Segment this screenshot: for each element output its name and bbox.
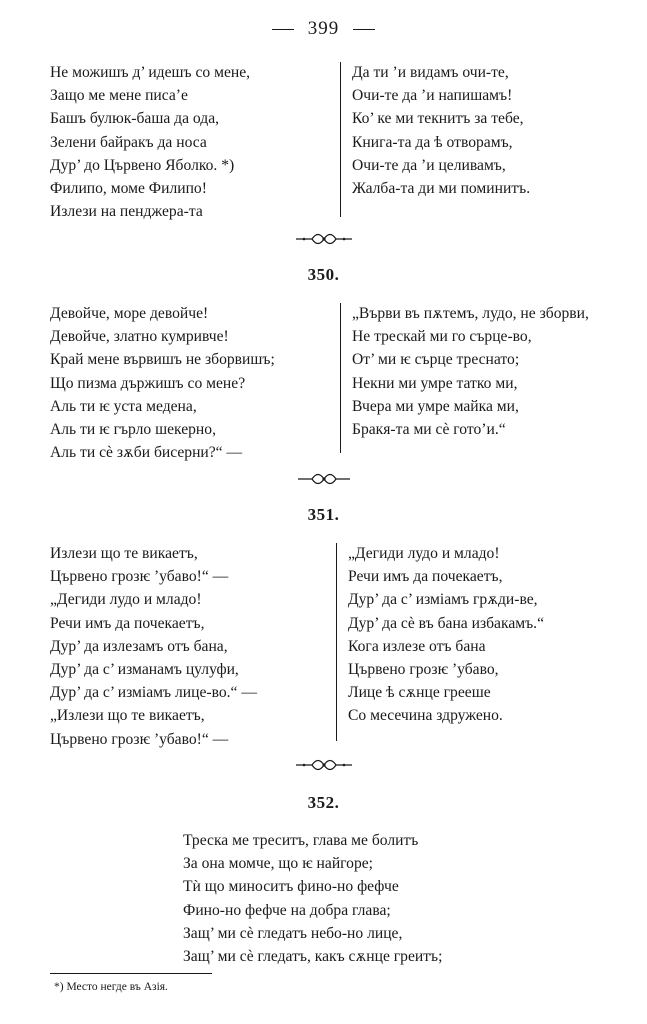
verse-line: Да ти ’и видамъ очи-те, [352, 64, 509, 81]
verse-line: Со месечина здружено. [348, 707, 503, 725]
footnote-rule [50, 973, 212, 974]
verse-line: Аль ти ѥ гърло шекерно, [50, 421, 216, 439]
verse-line: Не можишъ д’ идешъ со мене, [50, 64, 251, 81]
verse-line: Цървено грозѥ ’убаво!“ — [50, 568, 229, 586]
poem-350-left-column [50, 302, 275, 464]
ornament-divider-icon [296, 472, 352, 486]
verse-line: Очи-те да ’и напишамъ! [352, 87, 513, 105]
verse-line: „Излези що те викаетъ, [50, 707, 205, 725]
verse-line: Фино-но фефче на добра глава; [183, 901, 391, 919]
verse-line: Бракя-та ми сѐ гото’и.“ [352, 421, 506, 439]
verse-line: Дур’ да с’ измiамъ лице-во.“ — [50, 684, 257, 702]
ornament-divider-icon [294, 758, 354, 772]
poem-350-right-column [352, 302, 589, 441]
verse-line: Дур’ да с’ измiамъ грѫди-ве, [348, 591, 538, 609]
verse-line: Жалба-та ди ми поминитъ. [352, 180, 531, 198]
header-dash-right [353, 29, 375, 30]
verse-line: Защо ме мене писа’е [50, 87, 188, 105]
verse-line: Очи-те да ’и целивамъ, [352, 156, 506, 174]
poem-continued-right-column [352, 61, 530, 200]
verse-line: Треска ме треситъ, глава ме болитъ [183, 832, 419, 849]
verse-line: Дур’ да излезамъ отъ бана, [50, 637, 228, 655]
verse-line: Девойче, море девойче! [50, 305, 209, 322]
verse-line: „Дегиди лудо и младо! [348, 545, 500, 562]
verse-line: За она момче, що ѥ найгоре; [183, 855, 374, 873]
verse-line: Филипо, моме Филипо! [50, 180, 207, 198]
verse-line: Излези що те викаетъ, [50, 545, 198, 562]
verse-line: Кога излезе отъ бана [348, 637, 486, 655]
poem-number-351: 351. [307, 505, 340, 524]
header-dash-left [272, 29, 294, 30]
verse-line: От’ ми ѥ сърце треснато; [352, 351, 520, 369]
verse-line: Защ’ ми сѐ гледатъ небо-но лице, [183, 924, 403, 942]
poem-continued-left-column [50, 61, 250, 223]
poem-351-left-column [50, 542, 257, 751]
verse-line: Аль ти ѥ уста медена, [50, 397, 197, 415]
verse-line: Цървено грозѥ ’убаво, [348, 661, 499, 679]
page-header [0, 18, 647, 40]
poem-number-350: 350. [307, 265, 340, 284]
verse-line: Защ’ ми сѐ гледатъ, какъ сѫнце греитъ; [183, 948, 443, 966]
column-divider [336, 543, 337, 741]
verse-line: Дур’ до Цървено Яболко. *) [50, 156, 235, 174]
verse-line: Речи имъ да почекаетъ, [50, 614, 205, 632]
verse-line: Ко’ ке ми текнитъ за тебе, [352, 110, 524, 128]
footnote: *) Место негде въ Азiя. [54, 981, 168, 993]
poem-number-352: 352. [307, 793, 340, 812]
page-number: 399 [307, 18, 340, 39]
verse-line: Цървено грозѥ ’убаво!“ — [50, 730, 229, 748]
column-divider [340, 62, 341, 217]
verse-line: Лице ѣ сѫнце грееше [348, 684, 491, 702]
verse-line: „Дегиди лудо и младо! [50, 591, 202, 609]
poem-351-right-column [348, 542, 544, 728]
verse-line: Аль ти сѐ зѫби бисерни?“ — [50, 444, 243, 462]
verse-line: Не трескай ми го сърце-во, [352, 328, 532, 346]
verse-line: Зелени байракъ да носа [50, 133, 207, 151]
verse-line: Край мене вървишъ не зборвишъ; [50, 351, 275, 369]
verse-line: Речи имъ да почекаетъ, [348, 568, 503, 586]
verse-line: Дур’ да сѐ въ бана избакамъ.“ [348, 614, 544, 632]
verse-line: Книга-та да ѣ отворамъ, [352, 133, 513, 151]
verse-line: Излези на пенджера-та [50, 203, 203, 221]
verse-line: Дур’ да с’ изманамъ цулуфи, [50, 661, 239, 679]
verse-line: „Върви въ пѫтемъ, лудо, не зборви, [352, 305, 589, 322]
verse-line: Девойче, златно кумривче! [50, 328, 229, 346]
column-divider [340, 303, 341, 453]
verse-line: Башъ булюк-баша да ода, [50, 110, 220, 128]
verse-line: Вчера ми умре майка ми, [352, 397, 519, 415]
verse-line: Тѝ що миноситъ фино-но фефче [183, 878, 399, 896]
ornament-divider-icon [294, 232, 354, 246]
poem-352-text [183, 829, 442, 968]
verse-line: Некни ми умре татко ми, [352, 374, 518, 392]
verse-line: Що пизма държишъ со мене? [50, 374, 246, 392]
